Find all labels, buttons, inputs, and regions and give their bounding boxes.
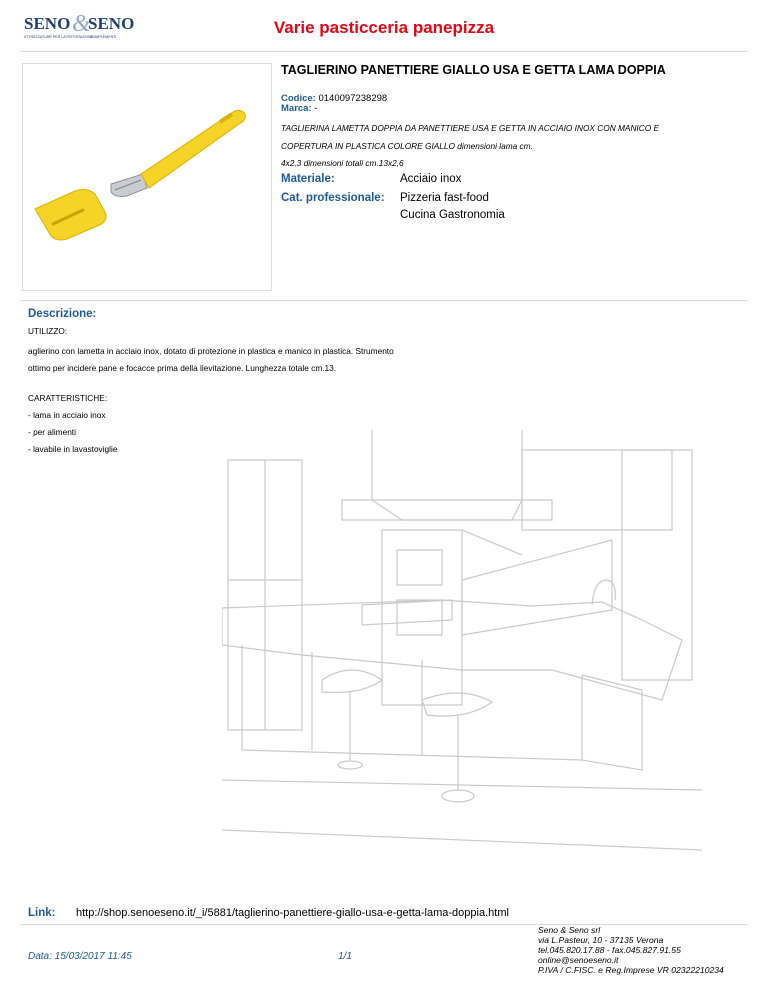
- short-desc-line: 4x2,3 dimensioni totali cm.13x2,6: [281, 158, 404, 168]
- company-info: [538, 925, 724, 975]
- description-line: aglierino con lametta in acciaio inox, dotato di protezione in plastica e manico in plastica. Strumento: [28, 346, 394, 356]
- company-line: via L.Pasteur, 10 - 37135 Verona: [538, 935, 664, 945]
- company-line: P.IVA / C.FISC. e Reg.Imprese VR 02322210234: [538, 965, 724, 975]
- section-divider: [20, 300, 748, 301]
- company-line: Seno & Seno srl: [538, 925, 601, 935]
- product-short-description: [281, 120, 721, 173]
- materiale-label: Materiale:: [281, 173, 335, 185]
- categoria-value: Cucina Gastronomia: [400, 209, 505, 221]
- product-brand-row: [281, 103, 317, 114]
- description-line: UTILIZZO:: [28, 326, 68, 336]
- description-line: - lavabile in lavastoviglie: [28, 444, 118, 454]
- description-line: CARATTERISTICHE:: [28, 393, 108, 403]
- codice-value: 0140097238298: [318, 93, 388, 104]
- header-divider: [20, 51, 748, 52]
- description-title: Descrizione:: [28, 308, 97, 320]
- link-label: Link:: [28, 907, 56, 919]
- product-link[interactable]: http://shop.senoeseno.it/_i/5881/taglierino-panettiere-giallo-usa-e-getta-lama-doppia.html: [76, 907, 509, 919]
- product-image: [22, 63, 272, 291]
- logo-text-left: SENO: [24, 14, 71, 33]
- company-line: tel.045.820.17.88 - fax.045.827.91.55: [538, 945, 681, 955]
- marca-label: Marca:: [281, 103, 312, 114]
- description-line: ottimo per incidere pane e focacce prima della lievitazione. Lunghezza totale cm.13.: [28, 363, 337, 373]
- kitchen-sketch-image: [222, 430, 702, 910]
- description-line: - per alimenti: [28, 427, 76, 437]
- marca-value: -: [314, 103, 318, 114]
- short-desc-line: COPERTURA IN PLASTICA COLORE GIALLO dimensioni lama cm.: [281, 140, 533, 151]
- footer-date: Data: 15/03/2017 11:45: [28, 951, 132, 962]
- short-desc-line: TAGLIERINA LAMETTA DOPPIA DA PANETTIERE USA E GETTA IN ACCIAIO INOX CON MANICO E: [281, 123, 660, 133]
- logo-text-right: SENO: [88, 14, 135, 33]
- categoria-label: Cat. professionale:: [281, 192, 385, 204]
- categoria-value: Pizzeria fast-food: [400, 192, 489, 204]
- logo-ampersand: &: [72, 11, 91, 37]
- document-title: Varie pasticceria panepizza: [273, 18, 495, 37]
- product-name: TAGLIERINO PANETTIERE GIALLO USA E GETTA LAMA DOPPIA: [281, 63, 666, 77]
- materiale-value: Acciaio inox: [400, 173, 462, 185]
- logo-subtext-right: COMPLEMENTI: [90, 35, 117, 39]
- codice-label: Codice:: [281, 93, 316, 104]
- logo-subtext-left: ATTREZZATURE PER LA RISTORAZIONE: [24, 35, 94, 39]
- footer-page-number: 1/1: [338, 951, 352, 962]
- description-line: - lama in acciaio inox: [28, 410, 106, 420]
- yellow-cutter-illustration: [23, 64, 271, 290]
- company-line: online@senoeseno.it: [538, 955, 619, 965]
